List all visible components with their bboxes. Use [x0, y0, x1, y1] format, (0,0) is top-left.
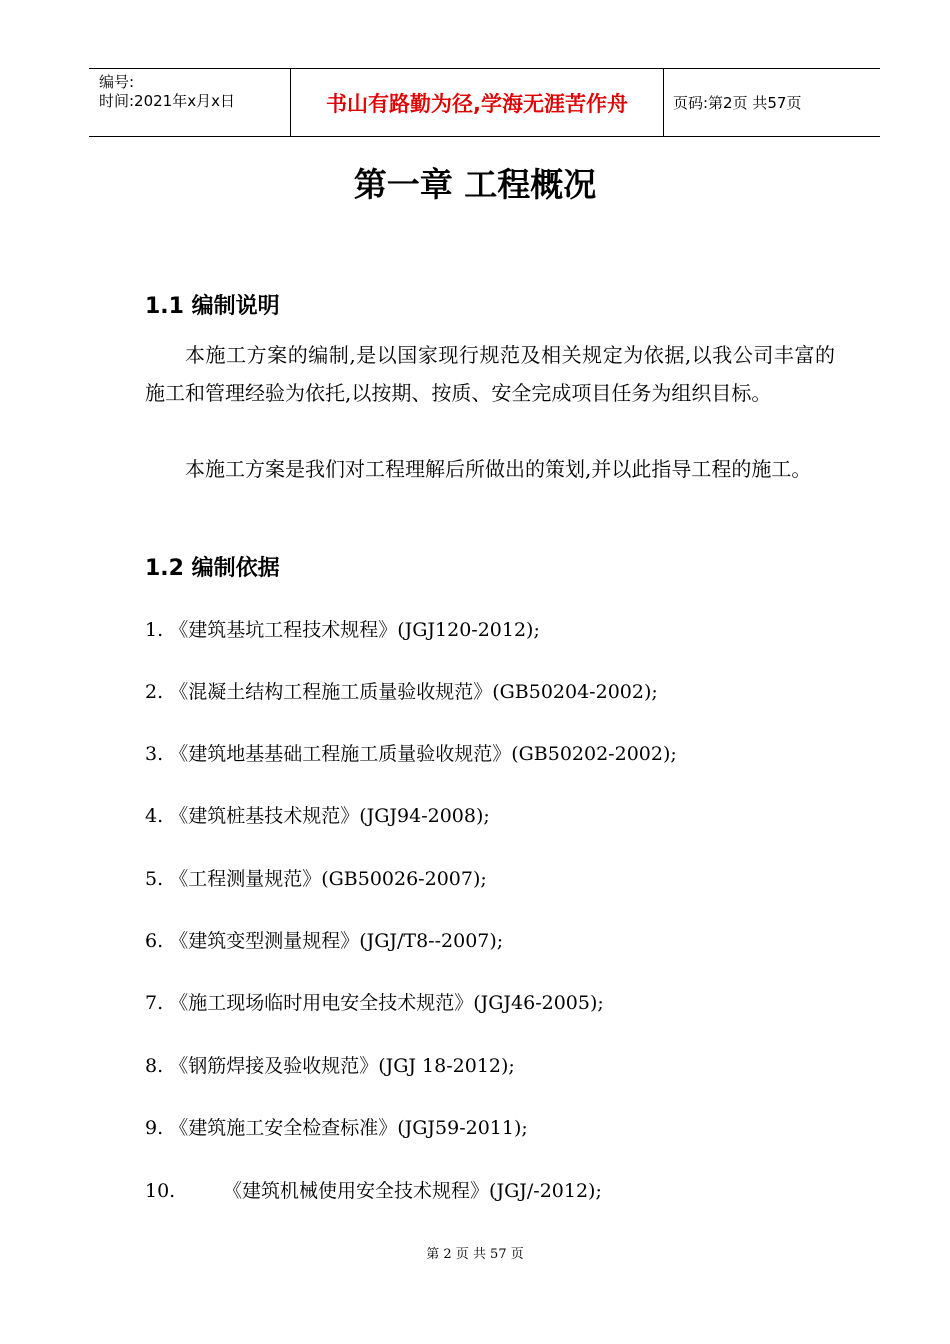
reference-item	[145, 617, 540, 643]
section-title: 1.1 编制说明	[145, 294, 280, 319]
page-header	[89, 68, 880, 137]
page-footer: 第 2 页 共 57 页	[426, 1247, 524, 1262]
reference-item	[145, 741, 677, 767]
reference-number: 1.	[145, 619, 164, 641]
reference-text: 《建筑施工安全检查标准》(JGJ59-2011);	[169, 1117, 528, 1139]
header-info-cell	[89, 69, 291, 136]
paragraph: 本施工方案是我们对工程理解后所做出的策划,并以此指导工程的施工。	[185, 457, 812, 481]
reference-text: 《建筑基坑工程技术规程》(JGJ120-2012);	[169, 619, 540, 641]
reference-text: 《建筑桩基技术规范》(JGJ94-2008);	[169, 805, 490, 827]
reference-number: 10.	[145, 1180, 176, 1202]
time-label: 时间:2021年x月x日	[99, 92, 235, 110]
reference-text: 《建筑地基基础工程施工质量验收规范》(GB50202-2002);	[169, 743, 677, 765]
reference-number: 7.	[145, 992, 164, 1014]
reference-number: 6.	[145, 930, 164, 952]
paragraph: 本施工方案的编制,是以国家现行规范及相关规定为依据,以我公司丰富的施工和管理经验为依托,以按期、按质、安全完成项目任务为组织目标。	[145, 343, 835, 405]
section-title: 1.2 编制依据	[145, 556, 280, 581]
reference-number: 3.	[145, 743, 164, 765]
reference-text: 《混凝土结构工程施工质量验收规范》(GB50204-2002);	[169, 681, 658, 703]
reference-item	[145, 803, 490, 829]
reference-text: 《钢筋焊接及验收规范》(JGJ 18-2012);	[169, 1055, 515, 1077]
reference-item	[145, 1053, 515, 1079]
reference-item	[145, 1115, 528, 1141]
reference-item	[145, 928, 503, 954]
reference-number: 8.	[145, 1055, 164, 1077]
reference-item	[145, 1178, 602, 1204]
header-motto-cell	[291, 69, 664, 136]
chapter-title: 第一章 工程概况	[353, 165, 597, 204]
reference-item	[145, 679, 658, 705]
reference-text: 《施工现场临时用电安全技术规范》(JGJ46-2005);	[169, 992, 604, 1014]
motto: 书山有路勤为径,学海无涯苦作舟	[326, 92, 628, 116]
page-label: 页码:第2页 共57页	[673, 94, 802, 112]
reference-number: 2.	[145, 681, 164, 703]
reference-text: 《建筑机械使用安全技术规程》(JGJ/-2012);	[223, 1180, 602, 1202]
reference-number: 5.	[145, 868, 164, 890]
reference-text: 《工程测量规范》(GB50026-2007);	[169, 868, 487, 890]
serial-label: 编号:	[99, 73, 135, 91]
reference-number: 4.	[145, 805, 164, 827]
header-page-cell	[664, 69, 880, 136]
reference-item	[145, 990, 604, 1016]
reference-item	[145, 866, 487, 892]
reference-number: 9.	[145, 1117, 164, 1139]
reference-text: 《建筑变型测量规程》(JGJ/T8--2007);	[169, 930, 504, 952]
